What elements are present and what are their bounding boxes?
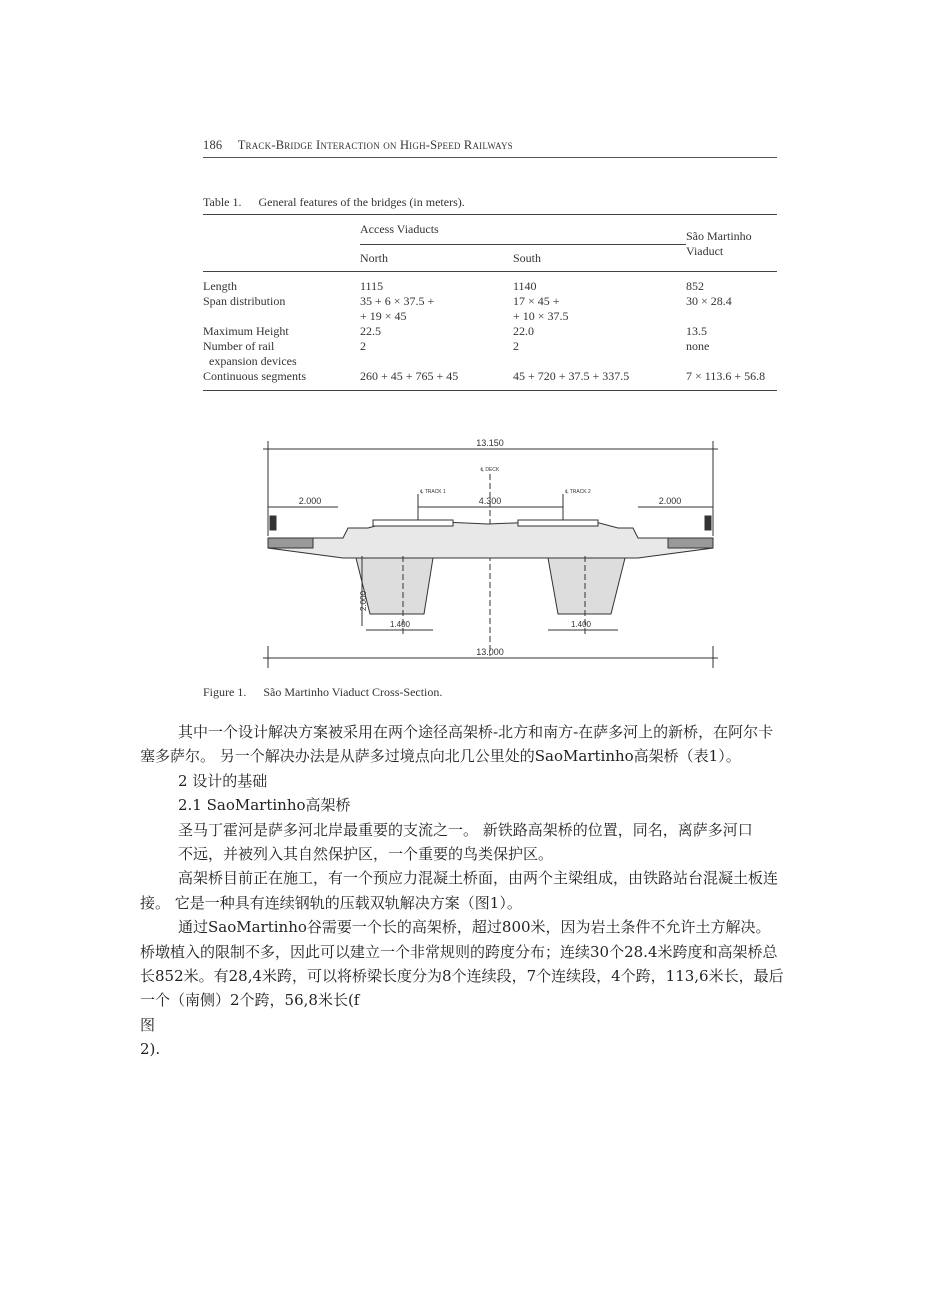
cell-south: 2 [513,339,519,353]
figure-label: Figure 1. [203,685,247,699]
sao-header-line2: Viaduct [686,244,724,258]
cell-sao: none [686,339,710,353]
cell-north: 260 + 45 + 765 + 45 [360,369,513,391]
dim-track-spacing: 4.300 [478,496,502,506]
paragraph: 通过SaoMartinho谷需要一个长的高架桥，超过800米，因为岩土条件不允许土方解决。 桥墩植入的限制不多，因此可以建立一个非常规则的跨度分布；连续30个28.4米跨度和高架桥总长852米。有28,4米跨，可以将桥梁长度分为8个连续段，7个连续段，4个跨，113,6米长，最后一个（南侧）2个跨，56,8米长(f [140,918,784,1010]
row-label: Maximum Height [203,324,289,338]
table-row [203,369,777,391]
cell-south: 1140 [513,279,537,293]
cell-north: 2 [360,339,366,353]
row-label: Span distribution [203,294,286,308]
table-header-blank2 [203,245,360,272]
figure-caption [203,685,442,700]
paragraph: 圣马丁霍河是萨多河北岸最重要的支流之一。 新铁路高架桥的位置，同名，离萨多河口 [178,820,753,839]
cell-line: + 19 × 45 [360,309,407,323]
dim-track1-axis: ℄ TRACK 1 [420,489,446,495]
cell-line: 35 + 6 × 37.5 + [360,294,435,308]
dim-web-left: 1.400 [389,620,411,629]
access-viaducts-header: Access Viaducts [360,222,439,236]
dim-girder-height: 2.000 [359,590,368,611]
cell-line: + 10 × 37.5 [513,309,569,323]
paragraph-fragment: 图 [140,1015,156,1034]
table-row [203,272,777,295]
viaduct-cross-section-drawing [258,436,723,676]
dim-web-right: 1.400 [570,620,592,629]
page-number: 186 [203,138,223,152]
cell-sao: 13.5 [686,324,707,338]
paragraph: 不远，并被列入其自然保护区，一个重要的鸟类保护区。 [178,845,554,864]
cell-sao: 30 × 28.4 [686,294,732,308]
cell-line: Number of rail [203,339,275,353]
cell-north: 1115 [360,279,384,293]
paragraph: 其中一个设计解决方案被采用在两个途径高架桥-北方和南方-在萨多河上的新桥，在阿尔卡塞多萨尔。 另一个解决办法是从萨多过境点向北几公里处的SaoMartinho高架桥（表1）。 [140,723,774,766]
dim-track2-axis: ℄ TRACK 2 [565,489,591,495]
dim-left-edge: 2.000 [298,496,322,506]
table-label: Table 1. [203,195,242,209]
figure-caption-text: São Martinho Viaduct Cross-Section. [263,685,443,699]
cell-south: 22.0 [513,324,534,338]
table-title: General features of the bridges (in meters). [258,195,465,209]
cell-south [513,294,686,324]
cell-sao: 7 × 113.6 + 56.8 [686,369,777,391]
cell-sao: 852 [686,279,704,293]
dim-bottom-width: 13.000 [476,647,504,657]
table-header-south: South [513,245,686,272]
subsection-heading: 2.1 SaoMartinho高架桥 [178,796,351,815]
sao-header-line1: São Martinho [686,229,752,243]
table-header-sao [686,215,777,272]
table-header-blank [203,215,360,245]
row-label: Length [203,279,237,293]
row-label: Continuous segments [203,369,360,391]
cell-north [360,294,513,324]
running-head-title: Track-Bridge Interaction on High-Speed Railways [237,138,513,152]
dim-deck-axis: ℄ DECK [480,467,500,473]
cell-line: 17 × 45 + [513,294,560,308]
table-row [203,339,777,369]
running-head [203,138,777,158]
dim-top-width: 13.150 [476,438,504,448]
table-row [203,324,777,339]
dim-right-edge: 2.000 [658,496,682,506]
row-label [203,339,360,369]
cell-north: 22.5 [360,324,381,338]
body-text [140,720,788,1062]
table-header-north: North [360,245,513,272]
table-group-header [360,215,686,245]
cell-line: expansion devices [209,354,297,368]
table-row [203,294,777,324]
cell-south: 45 + 720 + 37.5 + 337.5 [513,369,686,391]
table-caption [203,195,465,210]
paragraph: 高架桥目前正在施工，有一个预应力混凝土桥面，由两个主梁组成，由铁路站台混凝土板连接。 它是一种具有连续钢轨的压载双轨解决方案（图1）。 [140,869,779,912]
bridge-features-table [203,214,777,391]
paragraph-fragment: 2). [140,1040,161,1059]
section-heading: 2 设计的基础 [178,771,268,790]
